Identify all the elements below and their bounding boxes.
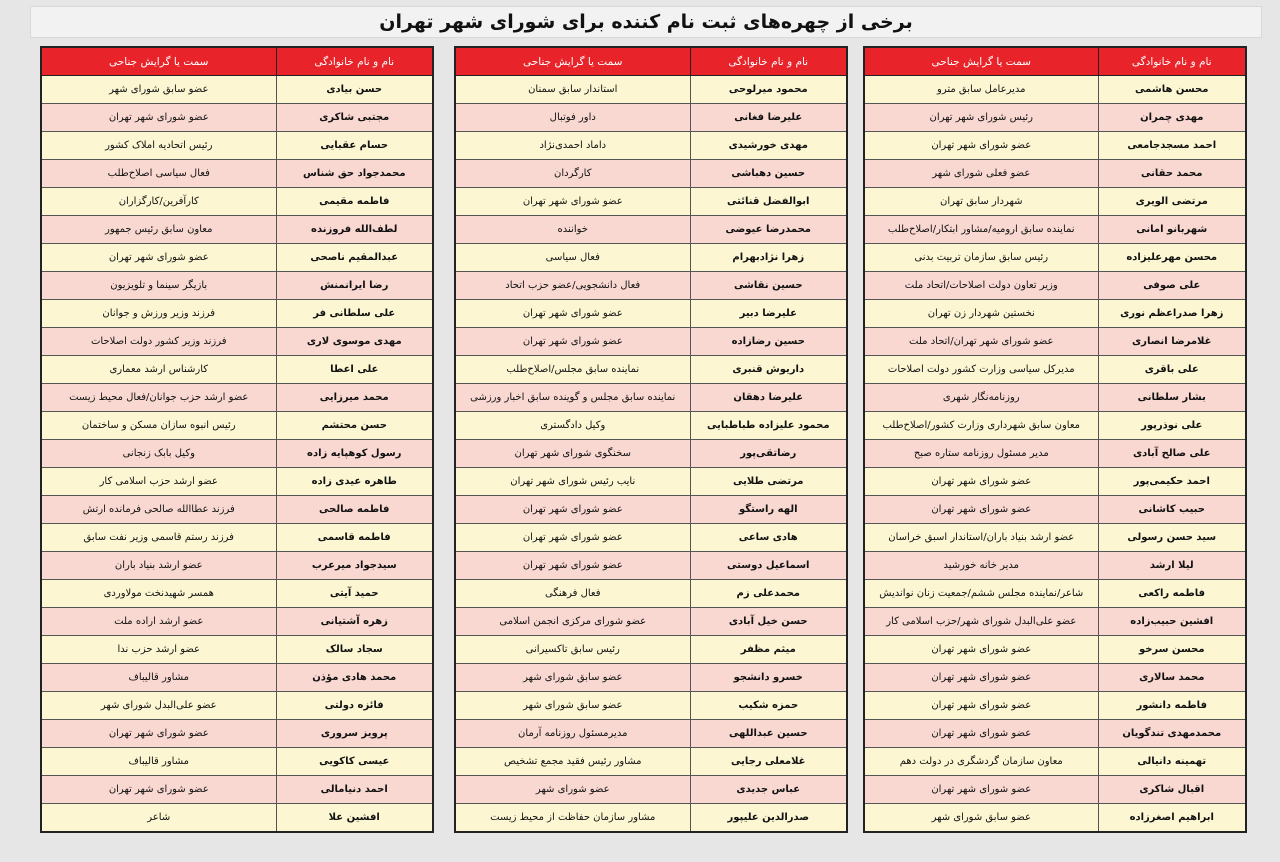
table-row <box>864 216 1246 244</box>
candidate-name: فاطمه راکعی <box>1098 580 1246 608</box>
candidate-name: پرویز سروری <box>276 720 433 748</box>
candidate-name: حسن محتشم <box>276 412 433 440</box>
table-row <box>864 720 1246 748</box>
candidate-role: کارآفرین/کارگزاران <box>41 188 276 216</box>
table-row <box>455 720 847 748</box>
candidate-name: فاطمه دانشور <box>1098 692 1246 720</box>
table-row <box>41 104 433 132</box>
candidate-name: صدرالدین علیپور <box>690 804 847 833</box>
candidate-role: عضو فعلی شورای شهر <box>864 160 1098 188</box>
candidate-role: مدیرمسئول روزنامه آرمان <box>455 720 690 748</box>
table-row <box>455 552 847 580</box>
candidate-role: وکیل بابک زنجانی <box>41 440 276 468</box>
candidate-name: محمد حقانی <box>1098 160 1246 188</box>
candidate-name: رضا ایرانمنش <box>276 272 433 300</box>
candidate-name: شهربانو امانی <box>1098 216 1246 244</box>
table-row <box>41 692 433 720</box>
table-row <box>455 76 847 104</box>
candidate-name: محسن مهرعلیزاده <box>1098 244 1246 272</box>
candidate-name: زهرا صدراعظم نوری <box>1098 300 1246 328</box>
candidate-role: عضو ارشد بنیاد باران/استاندار اسبق خراسان <box>864 524 1098 552</box>
table-row <box>455 608 847 636</box>
candidate-role: فعال سیاسی اصلاح‌طلب <box>41 160 276 188</box>
candidate-role: عضو شورای شهر تهران <box>455 300 690 328</box>
table-row <box>41 748 433 776</box>
table-row <box>41 412 433 440</box>
table-row <box>41 300 433 328</box>
table-row <box>455 496 847 524</box>
table-row <box>455 104 847 132</box>
table-row <box>41 160 433 188</box>
table-row <box>864 748 1246 776</box>
candidate-name: خسرو دانشجو <box>690 664 847 692</box>
table-row <box>864 356 1246 384</box>
candidate-name: فاطمه مقیمی <box>276 188 433 216</box>
candidate-name: مرتضی طلایی <box>690 468 847 496</box>
candidate-name: مجتبی شاکری <box>276 104 433 132</box>
table-row <box>864 664 1246 692</box>
candidate-role: داور فوتبال <box>455 104 690 132</box>
candidate-name: بشار سلطانی <box>1098 384 1246 412</box>
table-row <box>455 356 847 384</box>
candidates-table-3 <box>40 46 434 833</box>
candidate-role: رئیس شورای شهر تهران <box>864 104 1098 132</box>
table-row <box>864 496 1246 524</box>
candidate-role: شاعر/نماینده مجلس ششم/جمعیت زنان نواندیش <box>864 580 1098 608</box>
candidate-name: حسین رضازاده <box>690 328 847 356</box>
candidate-name: حسین دهباشی <box>690 160 847 188</box>
candidate-role: وکیل دادگستری <box>455 412 690 440</box>
candidate-name: غلامرضا انصاری <box>1098 328 1246 356</box>
candidate-role: خواننده <box>455 216 690 244</box>
table-row <box>41 384 433 412</box>
candidate-role: داماد احمدی‌نژاد <box>455 132 690 160</box>
table-row <box>41 468 433 496</box>
candidate-name: لیلا ارشد <box>1098 552 1246 580</box>
table-row <box>455 524 847 552</box>
candidate-role: مدیرکل سیاسی وزارت کشور دولت اصلاحات <box>864 356 1098 384</box>
candidate-name: حسین عبداللهی <box>690 720 847 748</box>
table-row <box>864 188 1246 216</box>
candidate-name: حمید آیتی <box>276 580 433 608</box>
candidate-name: رضاتقی‌پور <box>690 440 847 468</box>
candidate-role: عضو شورای شهر تهران <box>864 692 1098 720</box>
candidate-role: فعال فرهنگی <box>455 580 690 608</box>
candidate-role: عضو ارشد حزب اسلامی کار <box>41 468 276 496</box>
table-row <box>455 440 847 468</box>
candidate-role: مدیرعامل سابق مترو <box>864 76 1098 104</box>
table-row <box>41 776 433 804</box>
table-row <box>41 524 433 552</box>
table-row <box>455 300 847 328</box>
candidate-name: حسن بیادی <box>276 76 433 104</box>
candidate-name: تهمینه دانیالی <box>1098 748 1246 776</box>
candidate-role: مشاور سازمان حفاظت از محیط زیست <box>455 804 690 833</box>
table-row <box>41 552 433 580</box>
candidate-role: عضو ارشد حزب جوانان/فعال محیط زیست <box>41 384 276 412</box>
table-row <box>864 636 1246 664</box>
table-row <box>864 412 1246 440</box>
table-row <box>864 384 1246 412</box>
candidate-role: عضو شورای شهر تهران <box>864 496 1098 524</box>
table-row <box>864 580 1246 608</box>
candidate-name: محسن سرخو <box>1098 636 1246 664</box>
candidate-name: حبیب کاشانی <box>1098 496 1246 524</box>
candidate-name: محمدمهدی تندگویان <box>1098 720 1246 748</box>
candidate-name: فائزه دولتی <box>276 692 433 720</box>
candidate-role: عضو ارشد بنیاد باران <box>41 552 276 580</box>
table-row <box>455 216 847 244</box>
candidate-role: فرزند وزیر کشور دولت اصلاحات <box>41 328 276 356</box>
candidate-role: مدیر مسئول روزنامه ستاره صبح <box>864 440 1098 468</box>
candidate-name: محمد هادی مؤذن <box>276 664 433 692</box>
candidate-role: مشاور قالیباف <box>41 748 276 776</box>
table-row <box>455 804 847 833</box>
candidate-name: علیرضا دهقان <box>690 384 847 412</box>
candidate-role: نایب رئیس شورای شهر تهران <box>455 468 690 496</box>
candidate-name: هادی ساعی <box>690 524 847 552</box>
candidate-role: عضو شورای شهر تهران <box>864 132 1098 160</box>
header-name: نام و نام خانوادگی <box>690 47 847 76</box>
candidate-role: شاعر <box>41 804 276 833</box>
candidate-role: کارشناس ارشد معماری <box>41 356 276 384</box>
candidate-role: عضو سابق شورای شهر <box>455 692 690 720</box>
candidate-role: روزنامه‌نگار شهری <box>864 384 1098 412</box>
table-row <box>864 104 1246 132</box>
candidate-role: سخنگوی شورای شهر تهران <box>455 440 690 468</box>
candidate-role: معاون سازمان گردشگری در دولت دهم <box>864 748 1098 776</box>
candidate-role: فعال دانشجویی/عضو حزب اتحاد <box>455 272 690 300</box>
candidate-name: مهدی چمران <box>1098 104 1246 132</box>
table-row <box>41 272 433 300</box>
candidates-table-2 <box>454 46 848 833</box>
header-name: نام و نام خانوادگی <box>1098 47 1246 76</box>
candidate-role: رئیس سابق سازمان تربیت بدنی <box>864 244 1098 272</box>
candidate-name: اسماعیل دوستی <box>690 552 847 580</box>
candidate-name: سیدجواد میرعرب <box>276 552 433 580</box>
candidate-role: فرزند رستم قاسمی وزیر نفت سابق <box>41 524 276 552</box>
table-row <box>455 776 847 804</box>
table-row <box>41 216 433 244</box>
candidate-role: عضو شورای شهر تهران <box>864 720 1098 748</box>
candidate-role: وزیر تعاون دولت اصلاحات/اتحاد ملت <box>864 272 1098 300</box>
table-row <box>864 440 1246 468</box>
candidate-name: سید حسن رسولی <box>1098 524 1246 552</box>
table-row <box>864 692 1246 720</box>
table-row <box>41 356 433 384</box>
candidate-name: ابراهیم اصغرزاده <box>1098 804 1246 833</box>
candidate-role: عضو شورای شهر تهران <box>455 552 690 580</box>
candidate-role: مشاور قالیباف <box>41 664 276 692</box>
candidate-role: رئیس انبوه سازان مسکن و ساختمان <box>41 412 276 440</box>
candidate-role: نماینده سابق مجلس/اصلاح‌طلب <box>455 356 690 384</box>
candidate-name: حسین نقاشی <box>690 272 847 300</box>
candidate-name: علیرضا فغانی <box>690 104 847 132</box>
candidate-role: عضو شورای شهر تهران <box>41 776 276 804</box>
candidate-role: عضو شورای شهر تهران <box>864 664 1098 692</box>
candidate-name: محمد سالاری <box>1098 664 1246 692</box>
candidate-name: الهه راستگو <box>690 496 847 524</box>
candidate-name: افشین علا <box>276 804 433 833</box>
header-role: سمت یا گرایش جناحی <box>864 47 1098 76</box>
header-role: سمت یا گرایش جناحی <box>455 47 690 76</box>
candidate-name: مهدی خورشیدی <box>690 132 847 160</box>
candidate-role: عضو سابق شورای شهر <box>455 664 690 692</box>
candidate-role: عضو شورای شهر تهران <box>455 328 690 356</box>
candidate-name: اقبال شاکری <box>1098 776 1246 804</box>
candidate-role: عضو شورای شهر تهران <box>864 636 1098 664</box>
candidate-role: عضو شورای شهر تهران <box>455 188 690 216</box>
candidate-role: همسر شهیدنخت مولاوردی <box>41 580 276 608</box>
candidate-name: فاطمه قاسمی <box>276 524 433 552</box>
table-row <box>455 160 847 188</box>
table-row <box>455 412 847 440</box>
table-row <box>455 468 847 496</box>
candidate-role: فرزند عطاالله صالحی فرمانده ارتش <box>41 496 276 524</box>
candidate-name: احمد مسجدجامعی <box>1098 132 1246 160</box>
table-row <box>864 524 1246 552</box>
candidate-role: نماینده سابق مجلس و گوینده سابق اخبار ورزشی <box>455 384 690 412</box>
candidate-name: علی نوذرپور <box>1098 412 1246 440</box>
candidate-name: احمد دنیامالی <box>276 776 433 804</box>
table-row <box>41 76 433 104</box>
table-row <box>864 328 1246 356</box>
candidate-name: زهرا نژادبهرام <box>690 244 847 272</box>
candidate-role: عضو سابق شورای شهر <box>864 804 1098 833</box>
candidate-name: محسن هاشمی <box>1098 76 1246 104</box>
candidate-name: عباس جدیدی <box>690 776 847 804</box>
candidate-name: عبدالمقیم ناصحی <box>276 244 433 272</box>
candidate-role: عضو شورای شهر تهران <box>41 104 276 132</box>
candidate-role: عضو شورای شهر تهران/اتحاد ملت <box>864 328 1098 356</box>
table-row <box>864 300 1246 328</box>
candidate-role: نماینده سابق ارومیه/مشاور ابتکار/اصلاح‌طلب <box>864 216 1098 244</box>
candidate-role: عضو سابق شورای شهر <box>41 76 276 104</box>
candidate-role: فعال سیاسی <box>455 244 690 272</box>
candidate-name: علی باقری <box>1098 356 1246 384</box>
table-row <box>41 720 433 748</box>
table-row <box>864 468 1246 496</box>
candidate-role: عضو ارشد اراده ملت <box>41 608 276 636</box>
candidate-role: رئیس اتحادیه املاک کشور <box>41 132 276 160</box>
candidate-role: شهردار سابق تهران <box>864 188 1098 216</box>
candidate-role: رئیس سابق تاکسیرانی <box>455 636 690 664</box>
table-row <box>864 804 1246 833</box>
candidate-role: عضو علی‌البدل شورای شهر/حزب اسلامی کار <box>864 608 1098 636</box>
candidate-name: حسن خیل آبادی <box>690 608 847 636</box>
table-row <box>864 608 1246 636</box>
candidate-role: عضو شورای شهر تهران <box>864 776 1098 804</box>
candidate-name: حسام عقبایی <box>276 132 433 160</box>
candidate-name: مهدی موسوی لاری <box>276 328 433 356</box>
table-row <box>41 132 433 160</box>
candidate-name: میثم مظفر <box>690 636 847 664</box>
candidate-name: علی اعطا <box>276 356 433 384</box>
candidate-name: سجاد سالک <box>276 636 433 664</box>
candidate-name: حمزه شکیب <box>690 692 847 720</box>
table-row <box>455 692 847 720</box>
candidate-role: معاون سابق رئیس جمهور <box>41 216 276 244</box>
table-row <box>41 188 433 216</box>
candidate-name: علی سلطانی فر <box>276 300 433 328</box>
candidate-name: علی صالح آبادی <box>1098 440 1246 468</box>
table-row <box>41 664 433 692</box>
table-row <box>455 748 847 776</box>
table-row <box>864 776 1246 804</box>
candidate-name: عیسی کاکویی <box>276 748 433 776</box>
candidate-name: غلامعلی رجایی <box>690 748 847 776</box>
candidate-role: مدیر خانه خورشید <box>864 552 1098 580</box>
table-row <box>864 160 1246 188</box>
candidate-role: مشاور رئیس فقید مجمع تشخیص <box>455 748 690 776</box>
table-row <box>864 244 1246 272</box>
candidate-name: علی صوفی <box>1098 272 1246 300</box>
table-row <box>41 636 433 664</box>
candidate-role: عضو علی‌البدل شورای شهر <box>41 692 276 720</box>
candidate-role: کارگردان <box>455 160 690 188</box>
candidate-name: زهره آشتیانی <box>276 608 433 636</box>
candidate-name: رسول کوهپایه زاده <box>276 440 433 468</box>
candidate-name: افشین حبیب‌زاده <box>1098 608 1246 636</box>
candidate-name: احمد حکیمی‌پور <box>1098 468 1246 496</box>
candidate-name: داریوش قنبری <box>690 356 847 384</box>
table-row <box>41 496 433 524</box>
table-row <box>41 608 433 636</box>
table-row <box>41 580 433 608</box>
table-row <box>455 244 847 272</box>
candidate-name: ابوالفضل قنائتی <box>690 188 847 216</box>
candidate-role: بازیگر سینما و تلویزیون <box>41 272 276 300</box>
candidate-name: محمود علیزاده طباطبایی <box>690 412 847 440</box>
table-row <box>41 804 433 833</box>
candidate-role: عضو شورای مرکزی انجمن اسلامی <box>455 608 690 636</box>
candidate-name: لطف‌الله فروزنده <box>276 216 433 244</box>
table-row <box>864 552 1246 580</box>
candidate-role: نخستین شهردار زن تهران <box>864 300 1098 328</box>
table-row <box>455 384 847 412</box>
candidate-name: محمود میرلوحی <box>690 76 847 104</box>
candidate-role: عضو شورای شهر تهران <box>864 468 1098 496</box>
candidate-role: معاون سابق شهرداری وزارت کشور/اصلاح‌طلب <box>864 412 1098 440</box>
table-row <box>864 272 1246 300</box>
candidate-role: عضو شورای شهر تهران <box>455 496 690 524</box>
candidate-name: علیرضا دبیر <box>690 300 847 328</box>
candidate-role: استاندار سابق سمنان <box>455 76 690 104</box>
candidate-name: فاطمه صالحی <box>276 496 433 524</box>
table-row <box>455 272 847 300</box>
candidate-role: عضو ارشد حزب ندا <box>41 636 276 664</box>
candidate-role: عضو شورای شهر تهران <box>41 720 276 748</box>
candidate-name: محمدرضا عیوضی <box>690 216 847 244</box>
candidate-role: عضو شورای شهر تهران <box>455 524 690 552</box>
table-row <box>455 664 847 692</box>
header-name: نام و نام خانوادگی <box>276 47 433 76</box>
candidate-name: محمد میرزایی <box>276 384 433 412</box>
table-row <box>41 328 433 356</box>
candidate-role: فرزند وزیر ورزش و جوانان <box>41 300 276 328</box>
page-title: برخی از چهره‌های ثبت نام کننده برای شورای شهر تهران <box>30 6 1262 38</box>
table-row <box>455 132 847 160</box>
header-role: سمت یا گرایش جناحی <box>41 47 276 76</box>
table-row <box>864 76 1246 104</box>
table-row <box>455 328 847 356</box>
candidate-name: طاهره عیدی زاده <box>276 468 433 496</box>
candidate-name: محمدجواد حق شناس <box>276 160 433 188</box>
table-row <box>455 636 847 664</box>
table-row <box>455 580 847 608</box>
table-row <box>41 244 433 272</box>
table-row <box>455 188 847 216</box>
candidate-role: عضو شورای شهر <box>455 776 690 804</box>
candidates-table-1 <box>863 46 1247 833</box>
candidate-name: محمدعلی زم <box>690 580 847 608</box>
table-row <box>864 132 1246 160</box>
table-row <box>41 440 433 468</box>
candidate-name: مرتضی الویری <box>1098 188 1246 216</box>
candidate-role: عضو شورای شهر تهران <box>41 244 276 272</box>
